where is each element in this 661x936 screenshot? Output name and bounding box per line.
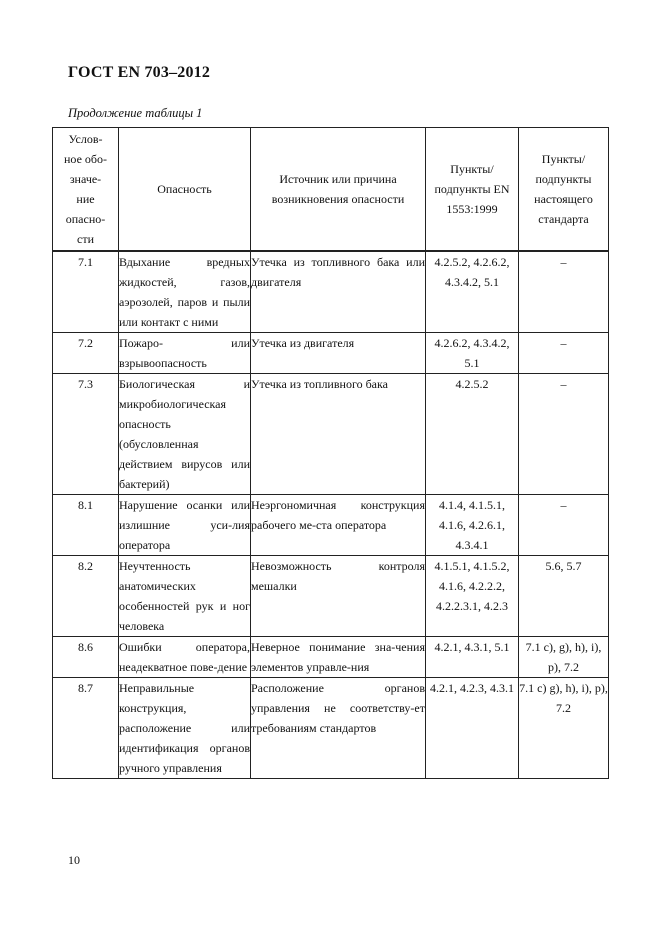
row-std-clauses: 7.1 c) g), h), i), p), 7.2 <box>519 678 609 779</box>
row-en-clauses: 4.1.4, 4.1.5.1, 4.1.6, 4.2.6.1, 4.3.4.1 <box>426 495 519 556</box>
row-source: Невозможность контроля мешалки <box>251 556 426 637</box>
row-source: Утечка из топливного бака <box>251 374 426 495</box>
row-hazard: Ошибки оператора, неадекватное пове-дение <box>119 637 251 678</box>
table-row <box>53 678 609 779</box>
row-code: 8.1 <box>53 495 119 556</box>
page-number: 10 <box>68 853 80 867</box>
row-code: 8.6 <box>53 637 119 678</box>
row-source: Неверное понимание зна-чения элементов управле-ния <box>251 637 426 678</box>
header-std-clauses: Пункты/ подпункты настоящего стандарта <box>519 128 609 252</box>
row-std-clauses: – <box>519 333 609 374</box>
table-header-row <box>53 128 609 252</box>
row-hazard: Неправильные конструкция, расположение или идентификация органов ручного управления <box>119 678 251 779</box>
row-std-clauses: 5.6, 5.7 <box>519 556 609 637</box>
row-hazard: Пожаро- или взрывоопасность <box>119 333 251 374</box>
row-source: Утечка из топливного бака или двигателя <box>251 251 426 333</box>
header-hazard: Опасность <box>119 128 251 252</box>
table-row <box>53 333 609 374</box>
row-source: Расположение органов управления не соответству-ет требованиям стандартов <box>251 678 426 779</box>
row-std-clauses: 7.1 c), g), h), i), p), 7.2 <box>519 637 609 678</box>
table-row <box>53 637 609 678</box>
document-title: ГОСТ EN 703–2012 <box>68 64 211 81</box>
row-source: Утечка из двигателя <box>251 333 426 374</box>
row-hazard: Вдыхание вредных жидкостей, газов, аэрозолей, паров и пыли или контакт с ними <box>119 251 251 333</box>
row-std-clauses: – <box>519 251 609 333</box>
table-continuation-caption: Продолжение таблицы 1 <box>68 106 203 120</box>
row-en-clauses: 4.2.1, 4.3.1, 5.1 <box>426 637 519 678</box>
row-code: 8.2 <box>53 556 119 637</box>
row-en-clauses: 4.1.5.1, 4.1.5.2, 4.1.6, 4.2.2.2, 4.2.2.3.1, 4.2.3 <box>426 556 519 637</box>
table-row <box>53 251 609 333</box>
row-en-clauses: 4.2.5.2 <box>426 374 519 495</box>
header-en-clauses: Пункты/ подпункты EN 1553:1999 <box>426 128 519 252</box>
table-row <box>53 556 609 637</box>
header-code: Услов-ное обо-значе-ние опасно-сти <box>53 128 119 252</box>
row-code: 7.2 <box>53 333 119 374</box>
header-source: Источник или причина возникновения опасности <box>251 128 426 252</box>
row-source: Неэргономичная конструкция рабочего ме-ста оператора <box>251 495 426 556</box>
hazards-table <box>52 127 609 779</box>
row-hazard: Биологическая и микробиологическая опасность (обусловленная действием вирусов или бактерий) <box>119 374 251 495</box>
table-row <box>53 374 609 495</box>
row-hazard: Неучтенность анатомических особенностей рук и ног человека <box>119 556 251 637</box>
row-std-clauses: – <box>519 495 609 556</box>
row-en-clauses: 4.2.5.2, 4.2.6.2, 4.3.4.2, 5.1 <box>426 251 519 333</box>
row-en-clauses: 4.2.1, 4.2.3, 4.3.1 <box>426 678 519 779</box>
table-row <box>53 495 609 556</box>
row-en-clauses: 4.2.6.2, 4.3.4.2, 5.1 <box>426 333 519 374</box>
row-code: 7.3 <box>53 374 119 495</box>
row-code: 7.1 <box>53 251 119 333</box>
row-code: 8.7 <box>53 678 119 779</box>
row-hazard: Нарушение осанки или излишние уси-лия оператора <box>119 495 251 556</box>
row-std-clauses: – <box>519 374 609 495</box>
